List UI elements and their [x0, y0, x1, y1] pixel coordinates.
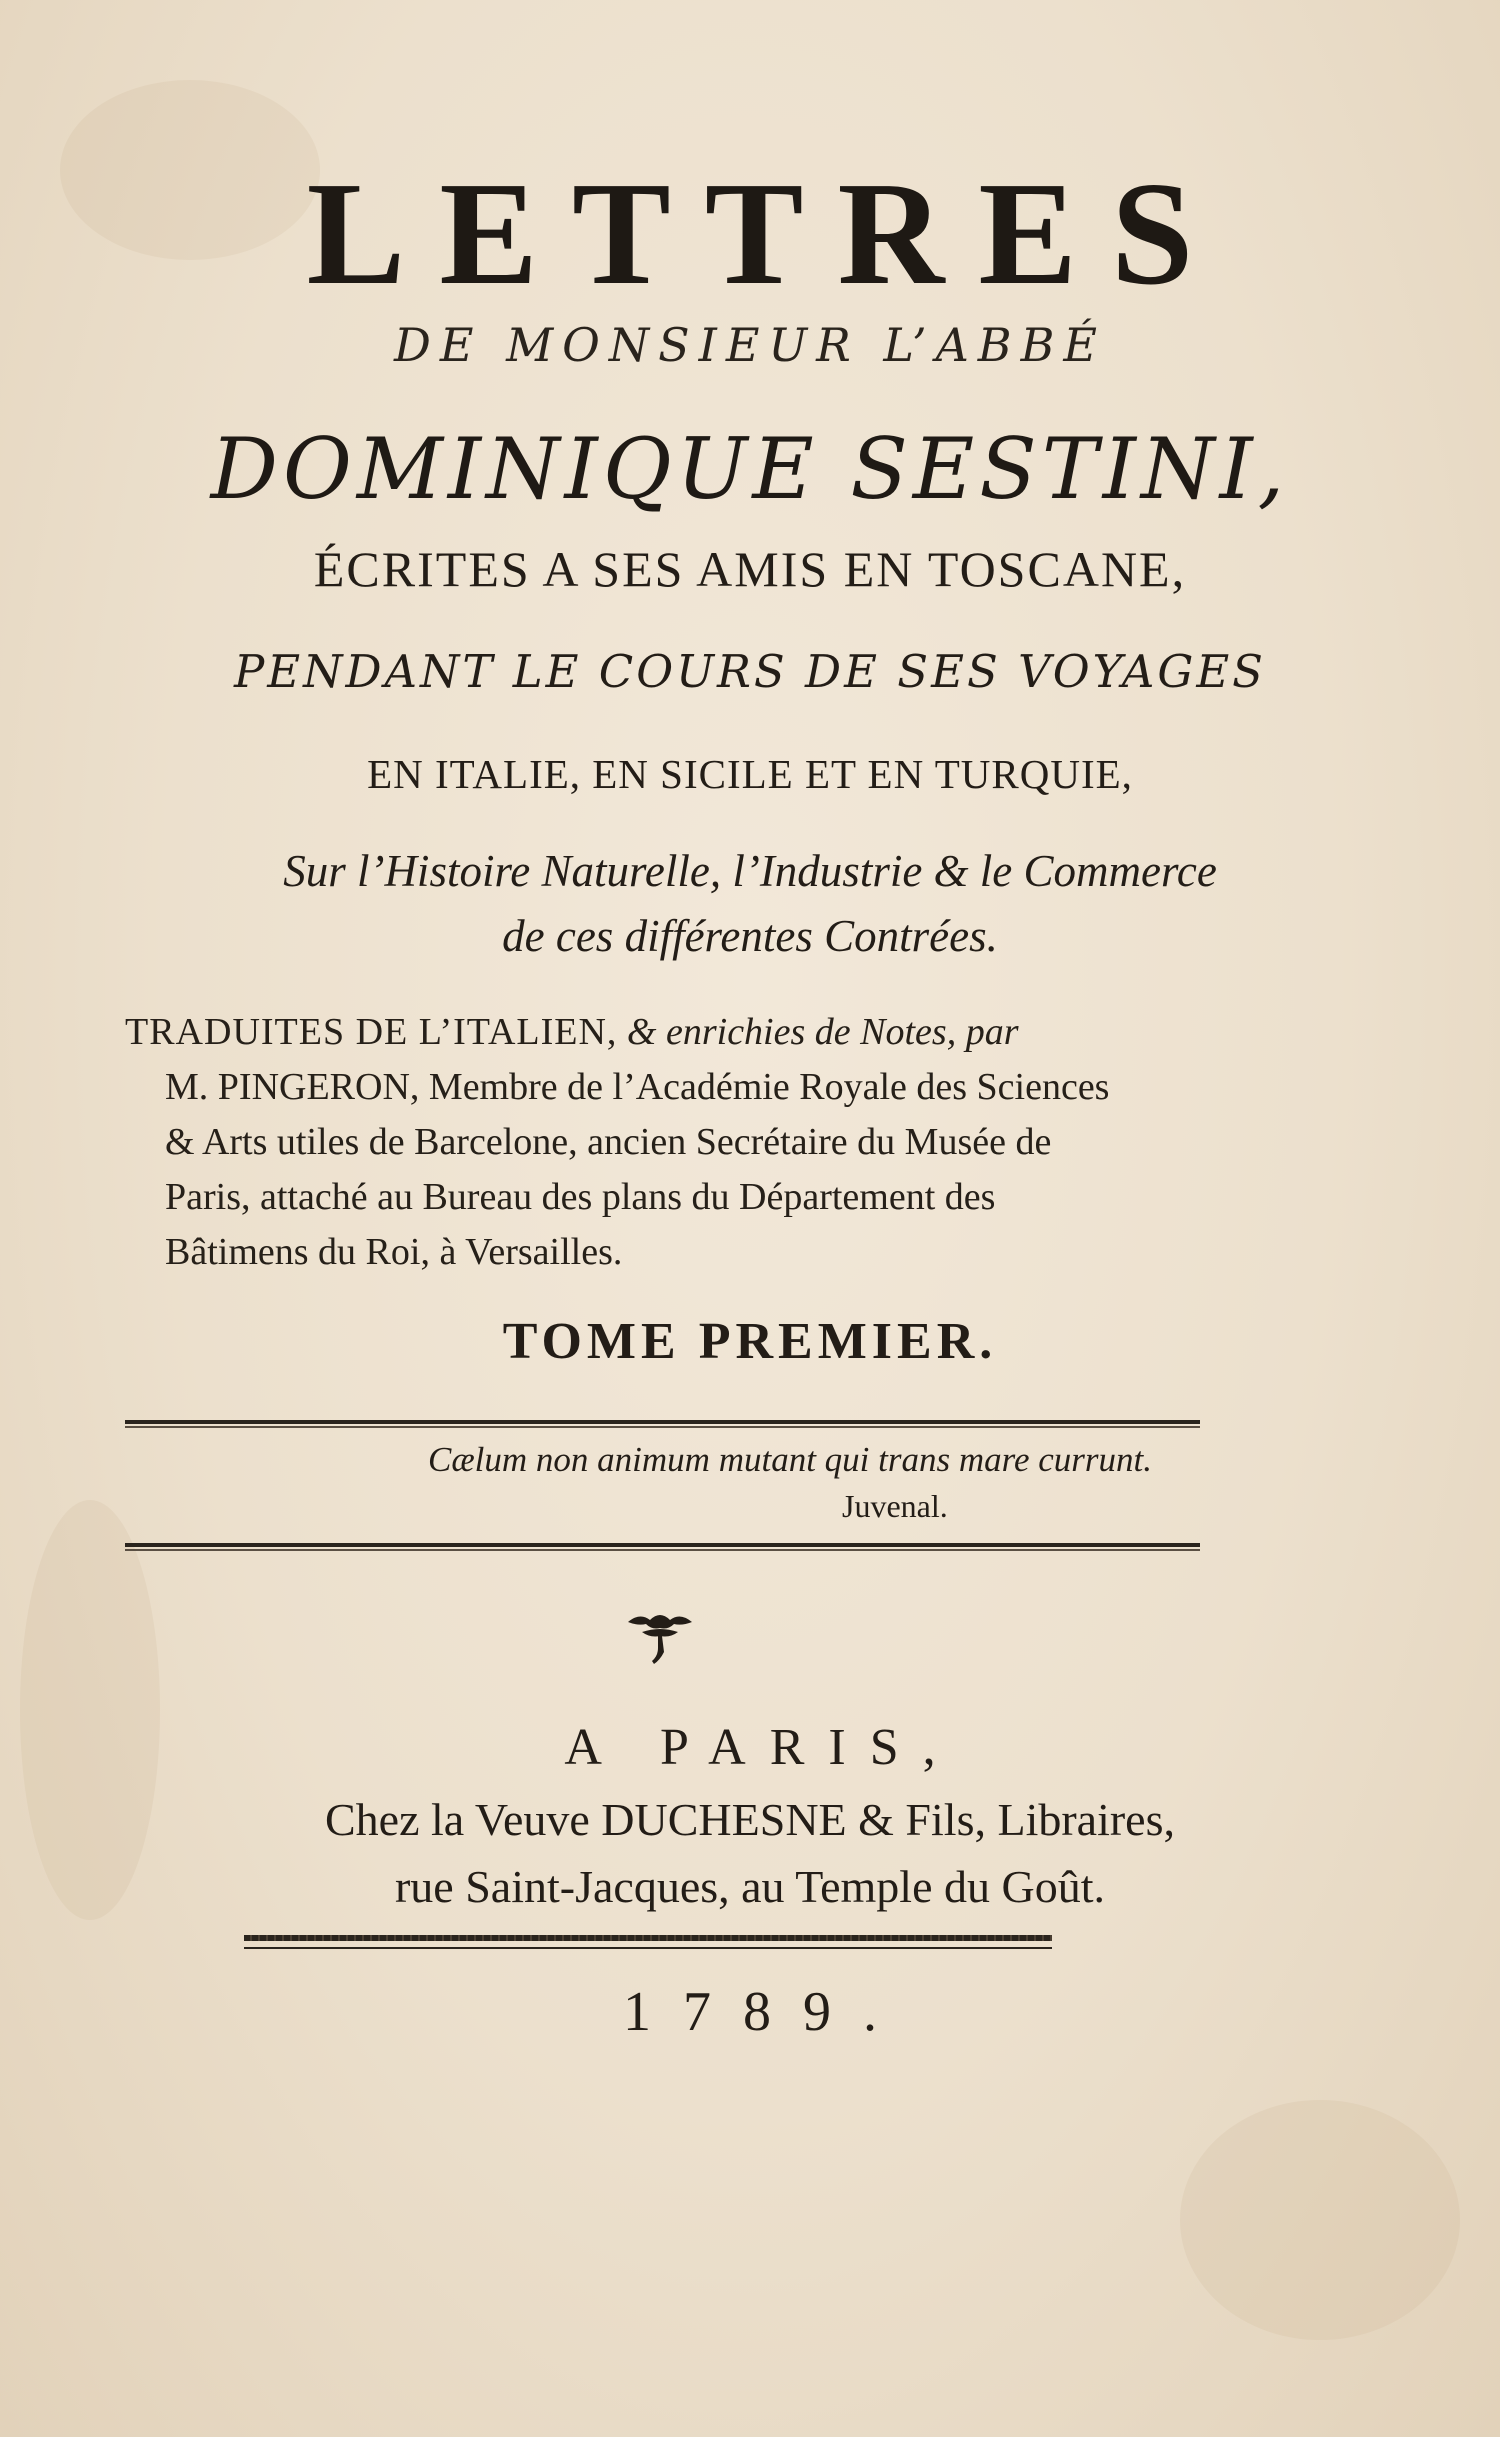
epigraph-text: Cælum non animum mutant qui trans mare currunt.	[427, 1440, 1152, 1479]
imprint-city: A PARIS,	[564, 1719, 960, 1776]
translator-title: Membre de l’Académie Royale des Sciences	[428, 1066, 1110, 1108]
translator-name: M. PINGERON,	[165, 1066, 420, 1108]
imprint-publisher: Chez la Veuve DUCHESNE & Fils, Libraires,	[324, 1794, 1176, 1845]
imprint-rule	[244, 1935, 1052, 1941]
printers-ornament-icon	[620, 1608, 700, 1668]
book-title: LETTRES	[306, 152, 1228, 316]
volume-label: TOME PREMIER.	[502, 1313, 998, 1370]
places-line: EN ITALIE, EN SICILE ET EN TURQUIE,	[367, 751, 1133, 797]
translation-line-5: Bâtimens du Roi, à Versailles.	[165, 1231, 623, 1273]
translation-line-2	[165, 1065, 1215, 1109]
title-subtitle: DE MONSIEUR L’ABBÉ	[394, 318, 1106, 372]
subject-line-2: de ces différentes Contrées.	[502, 911, 998, 961]
top-rule-thin	[125, 1426, 1200, 1428]
bottom-rule	[125, 1543, 1200, 1547]
translation-line-3: & Arts utiles de Barcelone, ancien Secrétaire du Musée de	[165, 1121, 1052, 1163]
publication-year: 1789.	[623, 1981, 909, 2043]
paper-stain	[20, 1500, 160, 1920]
imprint-address: rue Saint-Jacques, au Temple du Goût.	[394, 1861, 1106, 1912]
bottom-rule-thin	[125, 1549, 1200, 1551]
translation-italic: & enrichies de Notes, par	[626, 1011, 1019, 1053]
imprint-rule-thin	[244, 1947, 1052, 1949]
epigraph-attribution: Juvenal.	[842, 1488, 948, 1524]
translation-caps: TRADUITES DE L’ITALIEN,	[125, 1011, 618, 1053]
author-name: DOMINIQUE SESTINI,	[210, 420, 1290, 518]
translation-line-1	[125, 1010, 1215, 1054]
during-line: PENDANT LE COURS DE SES VOYAGES	[233, 645, 1267, 698]
written-line: ÉCRITES A SES AMIS EN TOSCANE,	[313, 541, 1187, 597]
top-rule	[125, 1420, 1200, 1424]
translation-line-4: Paris, attaché au Bureau des plans du Département des	[165, 1176, 996, 1218]
subject-line-1: Sur l’Histoire Naturelle, l’Industrie & le Commerce	[283, 846, 1217, 896]
paper-stain	[1180, 2100, 1460, 2340]
